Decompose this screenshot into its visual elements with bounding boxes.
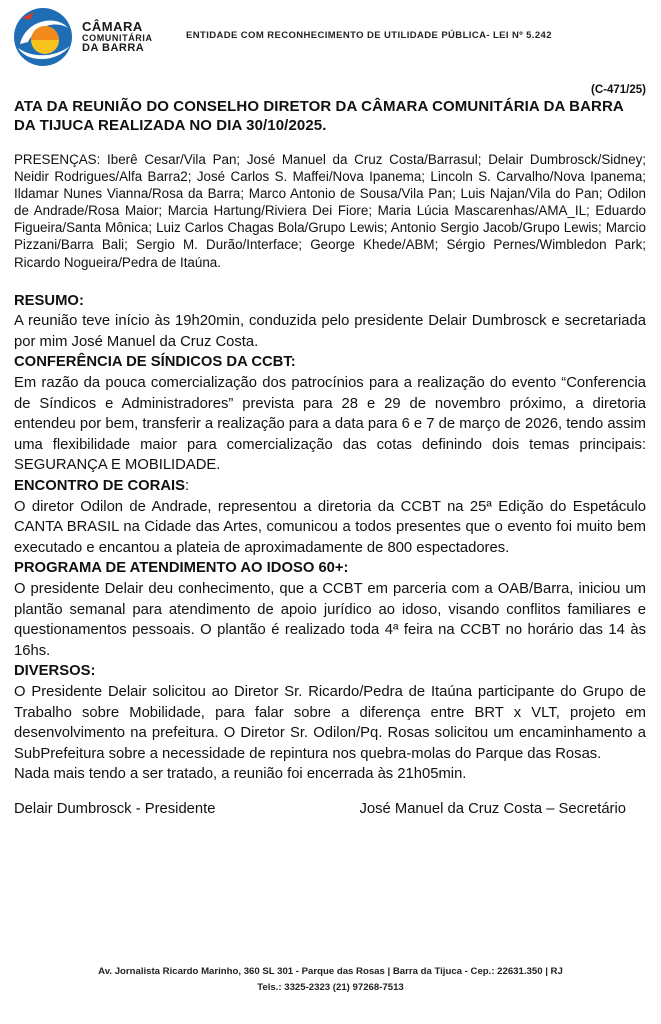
miscellaneous-heading: DIVERSOS: xyxy=(14,663,96,680)
conference-section xyxy=(14,352,646,476)
document-title: ATA DA REUNIÃO DO CONSELHO DIRETOR DA CÂMARA COMUNITÁRIA DA BARRA DA TIJUCA REALIZADA NO DIA 30/10/2025. xyxy=(14,98,624,134)
choirs-heading-text: ENCONTRO DE CORAIS xyxy=(14,478,185,494)
document-body xyxy=(14,84,646,817)
letterhead xyxy=(0,0,661,80)
brand-line-1: CÂMARA xyxy=(82,19,143,34)
miscellaneous-section xyxy=(14,661,646,764)
brand-name xyxy=(82,20,153,55)
document-number: (C-471/25) xyxy=(591,84,646,96)
attendance-list: PRESENÇAS: Iberê Cesar/Vila Pan; José Manuel da Cruz Costa/Barrasul; Delair Dumbrosck/Sidney; Neidir Rodrigues/Alfa Barra2; José Carlos S. Maffei/Nova Ipanema; Lincoln S. Carvalho/Nova Ipanema; Ildamar Nunes Vianna/Rosa da Barra; Marco Antonio de Sousa/Vila Pan; Luis Najan/Vila do Pan; Odilon de Andrade/Rosa Maior; Marcia Hartung/Riviera Dei Fiore; Maria Lúcia Mascarenhas/AMA_IL; Eduardo Figueira/Santa Mônica; Luiz Carlos Chagas Bola/Grupo Lewis; Antonio Sergio Jacob/Grupo Lewis; Marcio Pizzani/Barra Bali; Sergio M. Durão/Interface; George Khede/ABM; Sérgio Pernes/Wimbledon Park; Ricardo Nogueira/Pedra de Itaúna. xyxy=(14,152,646,270)
signatures xyxy=(14,801,646,817)
elderly-program-text: O presidente Delair deu conhecimento, que a CCBT em parceria com a OAB/Barra, iniciou um plantão semanal para atendimento de apoio jurídico ao idoso, visando conflitos familiares e questionamentos pessoais. O plantão é realizado toda 4ª feira na CCBT no horário das 14 às 16hs. xyxy=(14,580,646,659)
president-signature: Delair Dumbrosck - Presidente xyxy=(14,800,216,817)
entity-statement: ENTIDADE COM RECONHECIMENTO DE UTILIDADE PÚBLICA- LEI Nº 5.242 xyxy=(186,30,552,41)
elderly-program-section xyxy=(14,558,646,661)
summary-heading: RESUMO: xyxy=(14,292,84,309)
footer-address: Av. Jornalista Ricardo Marinho, 360 SL 301 - Parque das Rosas | Barra da Tijuca - Cep.: 22631.350 | RJ xyxy=(98,966,563,977)
miscellaneous-text: O Presidente Delair solicitou ao Diretor Sr. Ricardo/Pedra de Itaúna participante do Grupo de Trabalho sobre Mobilidade, para falar sobre a diferença entre BRT x VLT, projeto em desenvolvimento na prefeitura. O Diretor Sr. Odilon/Pq. Rosas solicitou um encaminhamento a SubPrefeitura sobre a necessidade de repintura nos quebra-molas do Parque das Rosas. xyxy=(14,683,646,762)
summary-text: A reunião teve início às 19h20min, conduzida pelo presidente Delair Dumbrosck e secretariada por mim José Manuel da Cruz Costa. xyxy=(14,313,646,350)
choirs-text: O diretor Odilon de Andrade, representou a diretoria da CCBT na 25ª Edição do Espetáculo CANTA BRASIL na Cidade das Artes, comunicou a todos presentes que o evento foi muito bem executado e encantou a plateia de aproximadamente de 800 espectadores. xyxy=(14,498,646,556)
camara-comunitaria-logo-icon xyxy=(12,6,74,68)
summary-section xyxy=(14,291,646,353)
choirs-section xyxy=(14,476,646,558)
footer-phones: Tels.: 3325-2323 (21) 97268-7513 xyxy=(257,982,404,993)
minutes-sections xyxy=(14,291,646,785)
elderly-program-heading: PROGRAMA DE ATENDIMENTO AO IDOSO 60+: xyxy=(14,560,349,577)
secretary-signature: José Manuel da Cruz Costa – Secretário xyxy=(359,800,626,817)
conference-text: Em razão da pouca comercialização dos patrocínios para a realização do evento “Conferencia de Síndicos e Administradores” prevista para 28 e 29 de novembro próximo, a diretoria entendeu por bem, transferir a realização para a data para 6 e 7 de março de 2026, tendo assim uma flexibilidade maior para comercialização das cotas definindo dois temas principais: SEGURANÇA E MOBILIDADE. xyxy=(14,375,646,474)
footer xyxy=(0,964,661,996)
brand-line-3: DA BARRA xyxy=(82,42,145,55)
choirs-heading xyxy=(14,476,646,497)
brand-line-2: COMUNITÁRIA xyxy=(82,32,153,43)
conference-heading: CONFERÊNCIA DE SÍNDICOS DA CCBT: xyxy=(14,354,296,371)
closing-statement: Nada mais tendo a ser tratado, a reunião foi encerrada às 21h05min. xyxy=(14,766,467,783)
choirs-heading-colon: : xyxy=(185,478,190,494)
